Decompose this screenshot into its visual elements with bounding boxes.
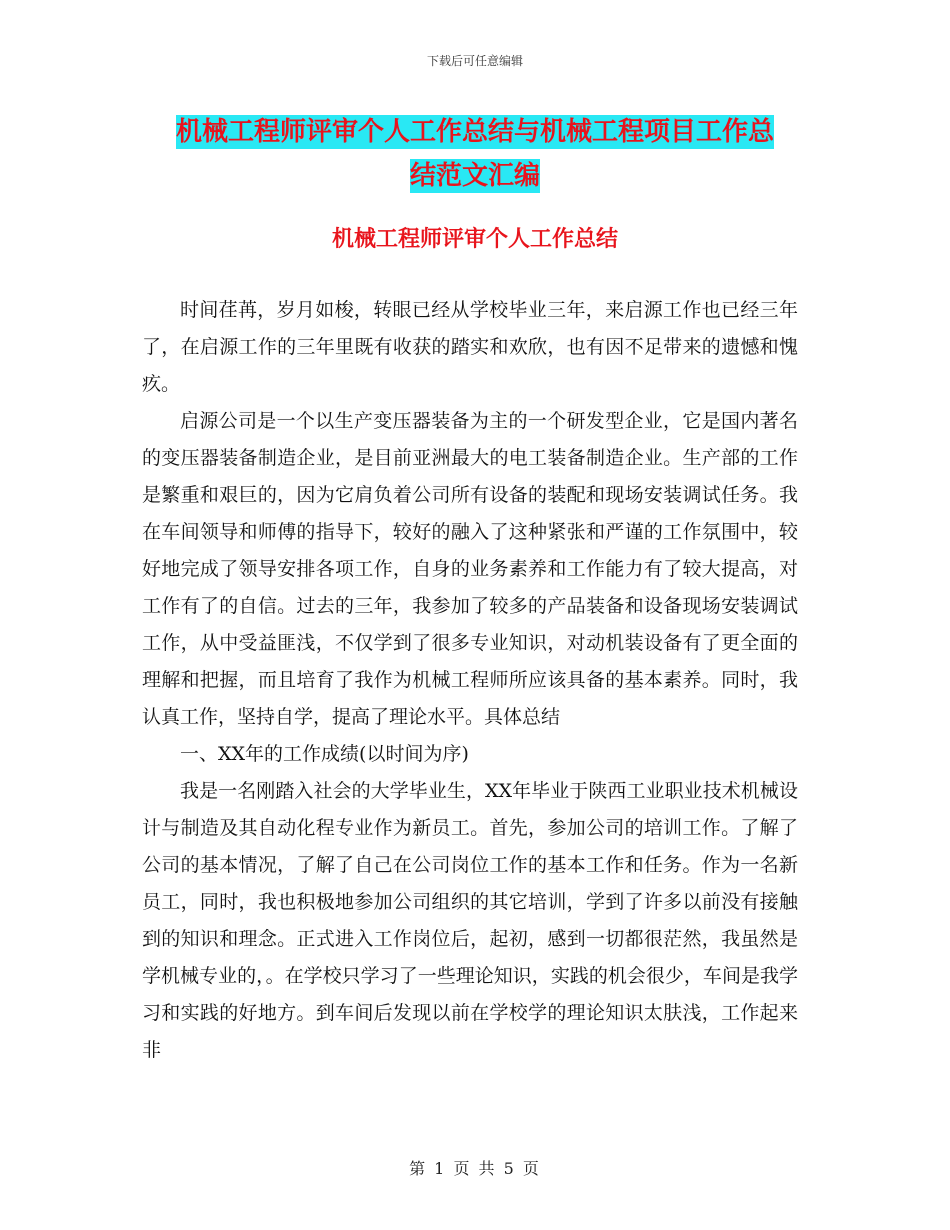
paragraph: 一、XX年的工作成绩(以时间为序) xyxy=(180,743,469,765)
document-title xyxy=(140,110,810,198)
paragraph: 启源公司是一个以生产变压器装备为主的一个研发型企业，它是国内著名的变压器装备制造企业，是目前亚洲最大的电工装备制造企业。生产部的工作是繁重和艰巨的，因为它肩负着公司所有设备的装配和现场安装调试任务。我在车间领导和师傅的指导下，较好的融入了这种紧张和严谨的工作氛围中，较好地完成了领导安排各项工作，自身的业务素养和工作能力有了较大提高，对工作有了的自信。过去的三年，我参加了较多的产品装备和设备现场安装调试工作，从中受益匪浅，不仅学到了很多专业知识，对动机装设备有了更全面的理解和把握，而且培育了我作为机械工程师所应该具备的基本素养。同时，我认真工作，坚持自学，提高了理论水平。具体总结 xyxy=(142,410,798,728)
page-number: 第 1 页 共 5 页 xyxy=(409,1159,541,1178)
paragraph: 我是一名刚踏入社会的大学毕业生，XX年毕业于陕西工业职业技术机械设计与制造及其自动化程专业作为新员工。首先，参加公司的培训工作。了解了公司的基本情况，了解了自己在公司岗位工作的基本工作和任务。作为一名新员工，同时，我也积极地参加公司组织的其它培训，学到了许多以前没有接触到的知识和理念。正式进入工作岗位后，起初，感到一切都很茫然，我虽然是学机械专业的，。在学校只学习了一些理论知识，实践的机会很少，车间是我学习和实践的好地方。到车间后发现以前在学校学的理论知识太肤浅，工作起来非 xyxy=(142,780,798,1061)
body-text xyxy=(142,292,798,1069)
paragraph: 时间荏苒，岁月如梭，转眼已经从学校毕业三年，来启源工作也已经三年了，在启源工作的三年里既有收获的踏实和欢欣，也有因不足带来的遗憾和愧疚。 xyxy=(142,299,798,395)
section-title: 机械工程师评审个人工作总结 xyxy=(331,226,618,252)
document-title-line2: 结范文汇编 xyxy=(409,161,540,191)
header-note: 下载后可任意编辑 xyxy=(426,54,523,68)
document-title-line1: 机械工程师评审个人工作总结与机械工程项目工作总 xyxy=(175,117,774,147)
